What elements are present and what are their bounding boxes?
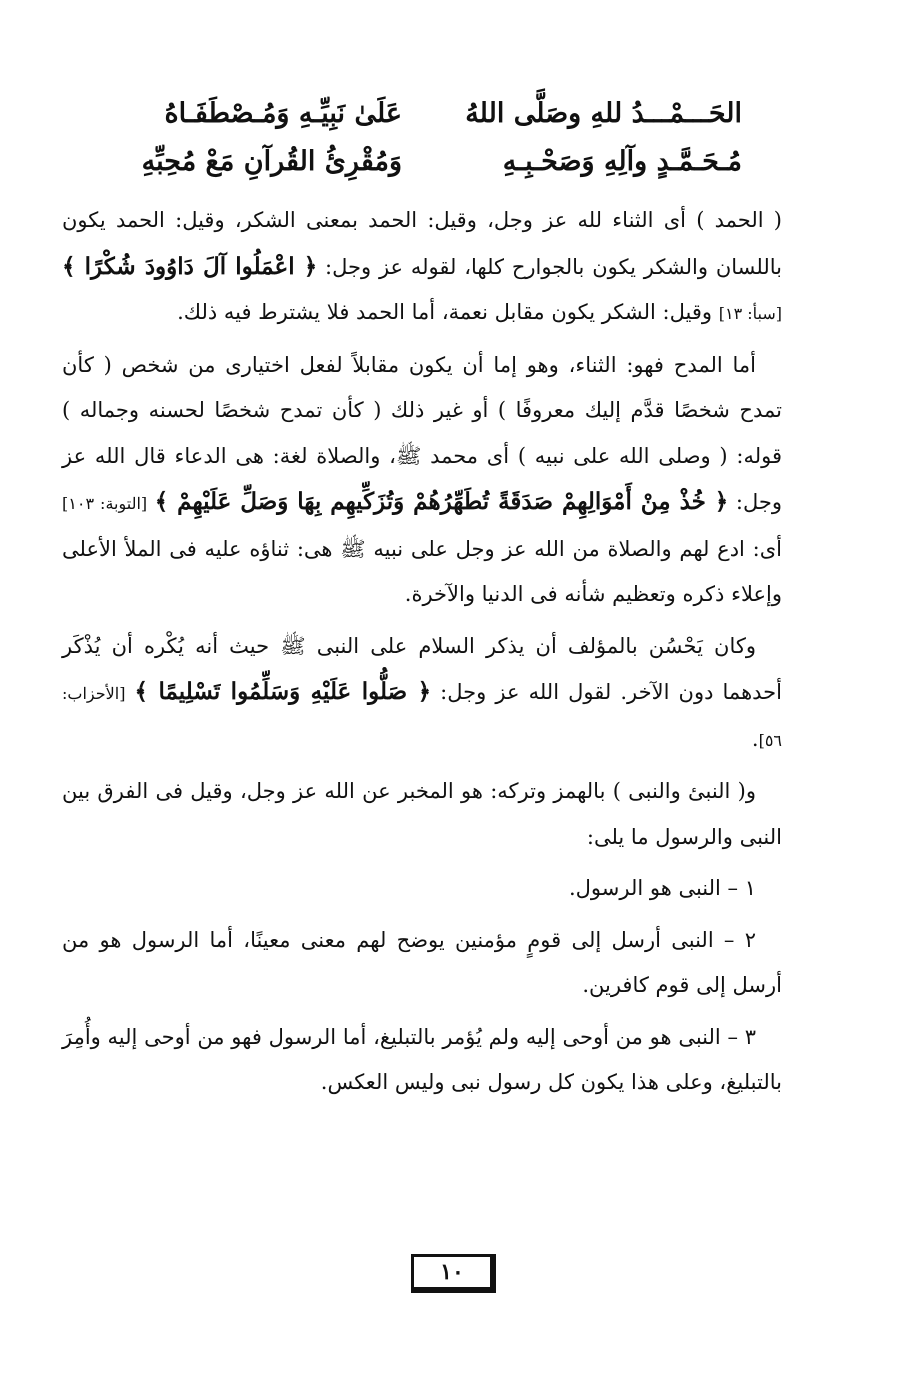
poem-verses: [102, 92, 742, 184]
verse-reference-tawbah: [التوبة: ١٠٣]: [62, 494, 148, 513]
page-content: [62, 82, 782, 1112]
paragraph-hamd-text-end: وقيل: الشكر يكون مقابل نعمة، أما الحمد فلا يشترط فيه ذلك.: [177, 300, 713, 324]
paragraph-hamd: [62, 198, 782, 337]
page-number-box: [0, 1254, 907, 1293]
verse-reference-ahzab: [الأحزاب: ٥٦]: [62, 684, 782, 750]
paragraph-salam-text: وكان يَحْسُن بالمؤلف أن يذكر السلام على النبى ﷺ حيث أنه يُكْره أن يُذْكَر أحدهما دون الآخر. لقول الله عز وجل:: [62, 633, 782, 704]
list-item-2: ٢ – النبى أرسل إلى قومٍ مؤمنين يوضح لهم معنى معينًا، أما الرسول هو من أرسل إلى قوم كافرين.: [62, 927, 782, 997]
verse-reference-saba: [سبأ: ١٣]: [718, 304, 782, 323]
paragraph-madh-text: أما المدح فهو: الثناء، وهو إما أن يكون مقابلاً لفعل اختيارى من شخص ( كأن تمدح شخصًا قدَّم إليك معروفًا ) أو غير ذلك ( كأن تمدح شخصًا لحسنه وجماله ) قوله: ( وصلى الله على نبيه ) أى محمد ﷺ، والصلاة لغة: هى الدعاء قال الله عز وجل:: [62, 352, 782, 514]
paragraph-salam-text-end: .: [751, 726, 759, 751]
list-item-1: ١ – النبى هو الرسول.: [568, 876, 756, 900]
poem-line2-left: وَمُقْرِئُ القُرآنِ مَعْ مُحِبِّهِ: [141, 146, 402, 177]
poem-line1-left: عَلَىٰ نَبِيِّـهِ وَمُـصْطَفَـاهُ: [164, 98, 402, 129]
paragraph-salam: [62, 624, 782, 764]
list-item-3: ٣ – النبى هو من أوحى إليه ولم يُؤمر بالتبليغ، أما الرسول فهو من أوحى إليه وأُمِرَ بالتبليغ، وعلى هذا يكون كل رسول نبى وليس العكس.: [62, 1024, 782, 1094]
paragraph-madh-text-end: أى: ادع لهم والصلاة من الله عز وجل على نبيه ﷺ هى: ثناؤه عليه فى الملأ الأعلى وإعلاء ذكره وتعظيم شأنه فى الدنيا والآخرة.: [62, 536, 782, 606]
paragraph-nabi: و( النبئ والنبى ) بالهمز وتركه: هو المخبر عن الله عز وجل، وقيل فى الفرق بين النبى والرسول ما يلى:: [62, 779, 782, 849]
paragraph-hamd-text: ( الحمد ) أى الثناء لله عز وجل، وقيل: الحمد بمعنى الشكر، وقيل: الحمد يكون باللسان والشكر يكون بالجوارح كلها، لقوله عز وجل:: [62, 208, 782, 279]
paragraph-madh: [62, 343, 782, 618]
poem-line2-right: مُـحَـمَّـدٍ وآلِهِ وَصَحْـبِـهِ: [502, 146, 742, 177]
quran-verse-ahzab: ﴿ صَلُّوا عَلَيْهِ وَسَلِّمُوا تَسْلِيمًا ﴾: [134, 678, 432, 705]
page-number: ١٠: [411, 1254, 496, 1293]
poem-line1-right: الحَـــمْـــدُ للهِ وصَلَّى اللهُ: [465, 98, 742, 129]
quran-verse-tawbah: ﴿ خُذْ مِنْ أَمْوَالِهِمْ صَدَقَةً تُطَهِّرُهُمْ وَتُزَكِّيهِم بِهَا وَصَلِّ عَلَيْهِمْ ﴾: [154, 488, 729, 515]
quran-verse-saba: ﴿ اعْمَلُوا آلَ دَاوُودَ شُكْرًا ﴾: [62, 252, 318, 280]
